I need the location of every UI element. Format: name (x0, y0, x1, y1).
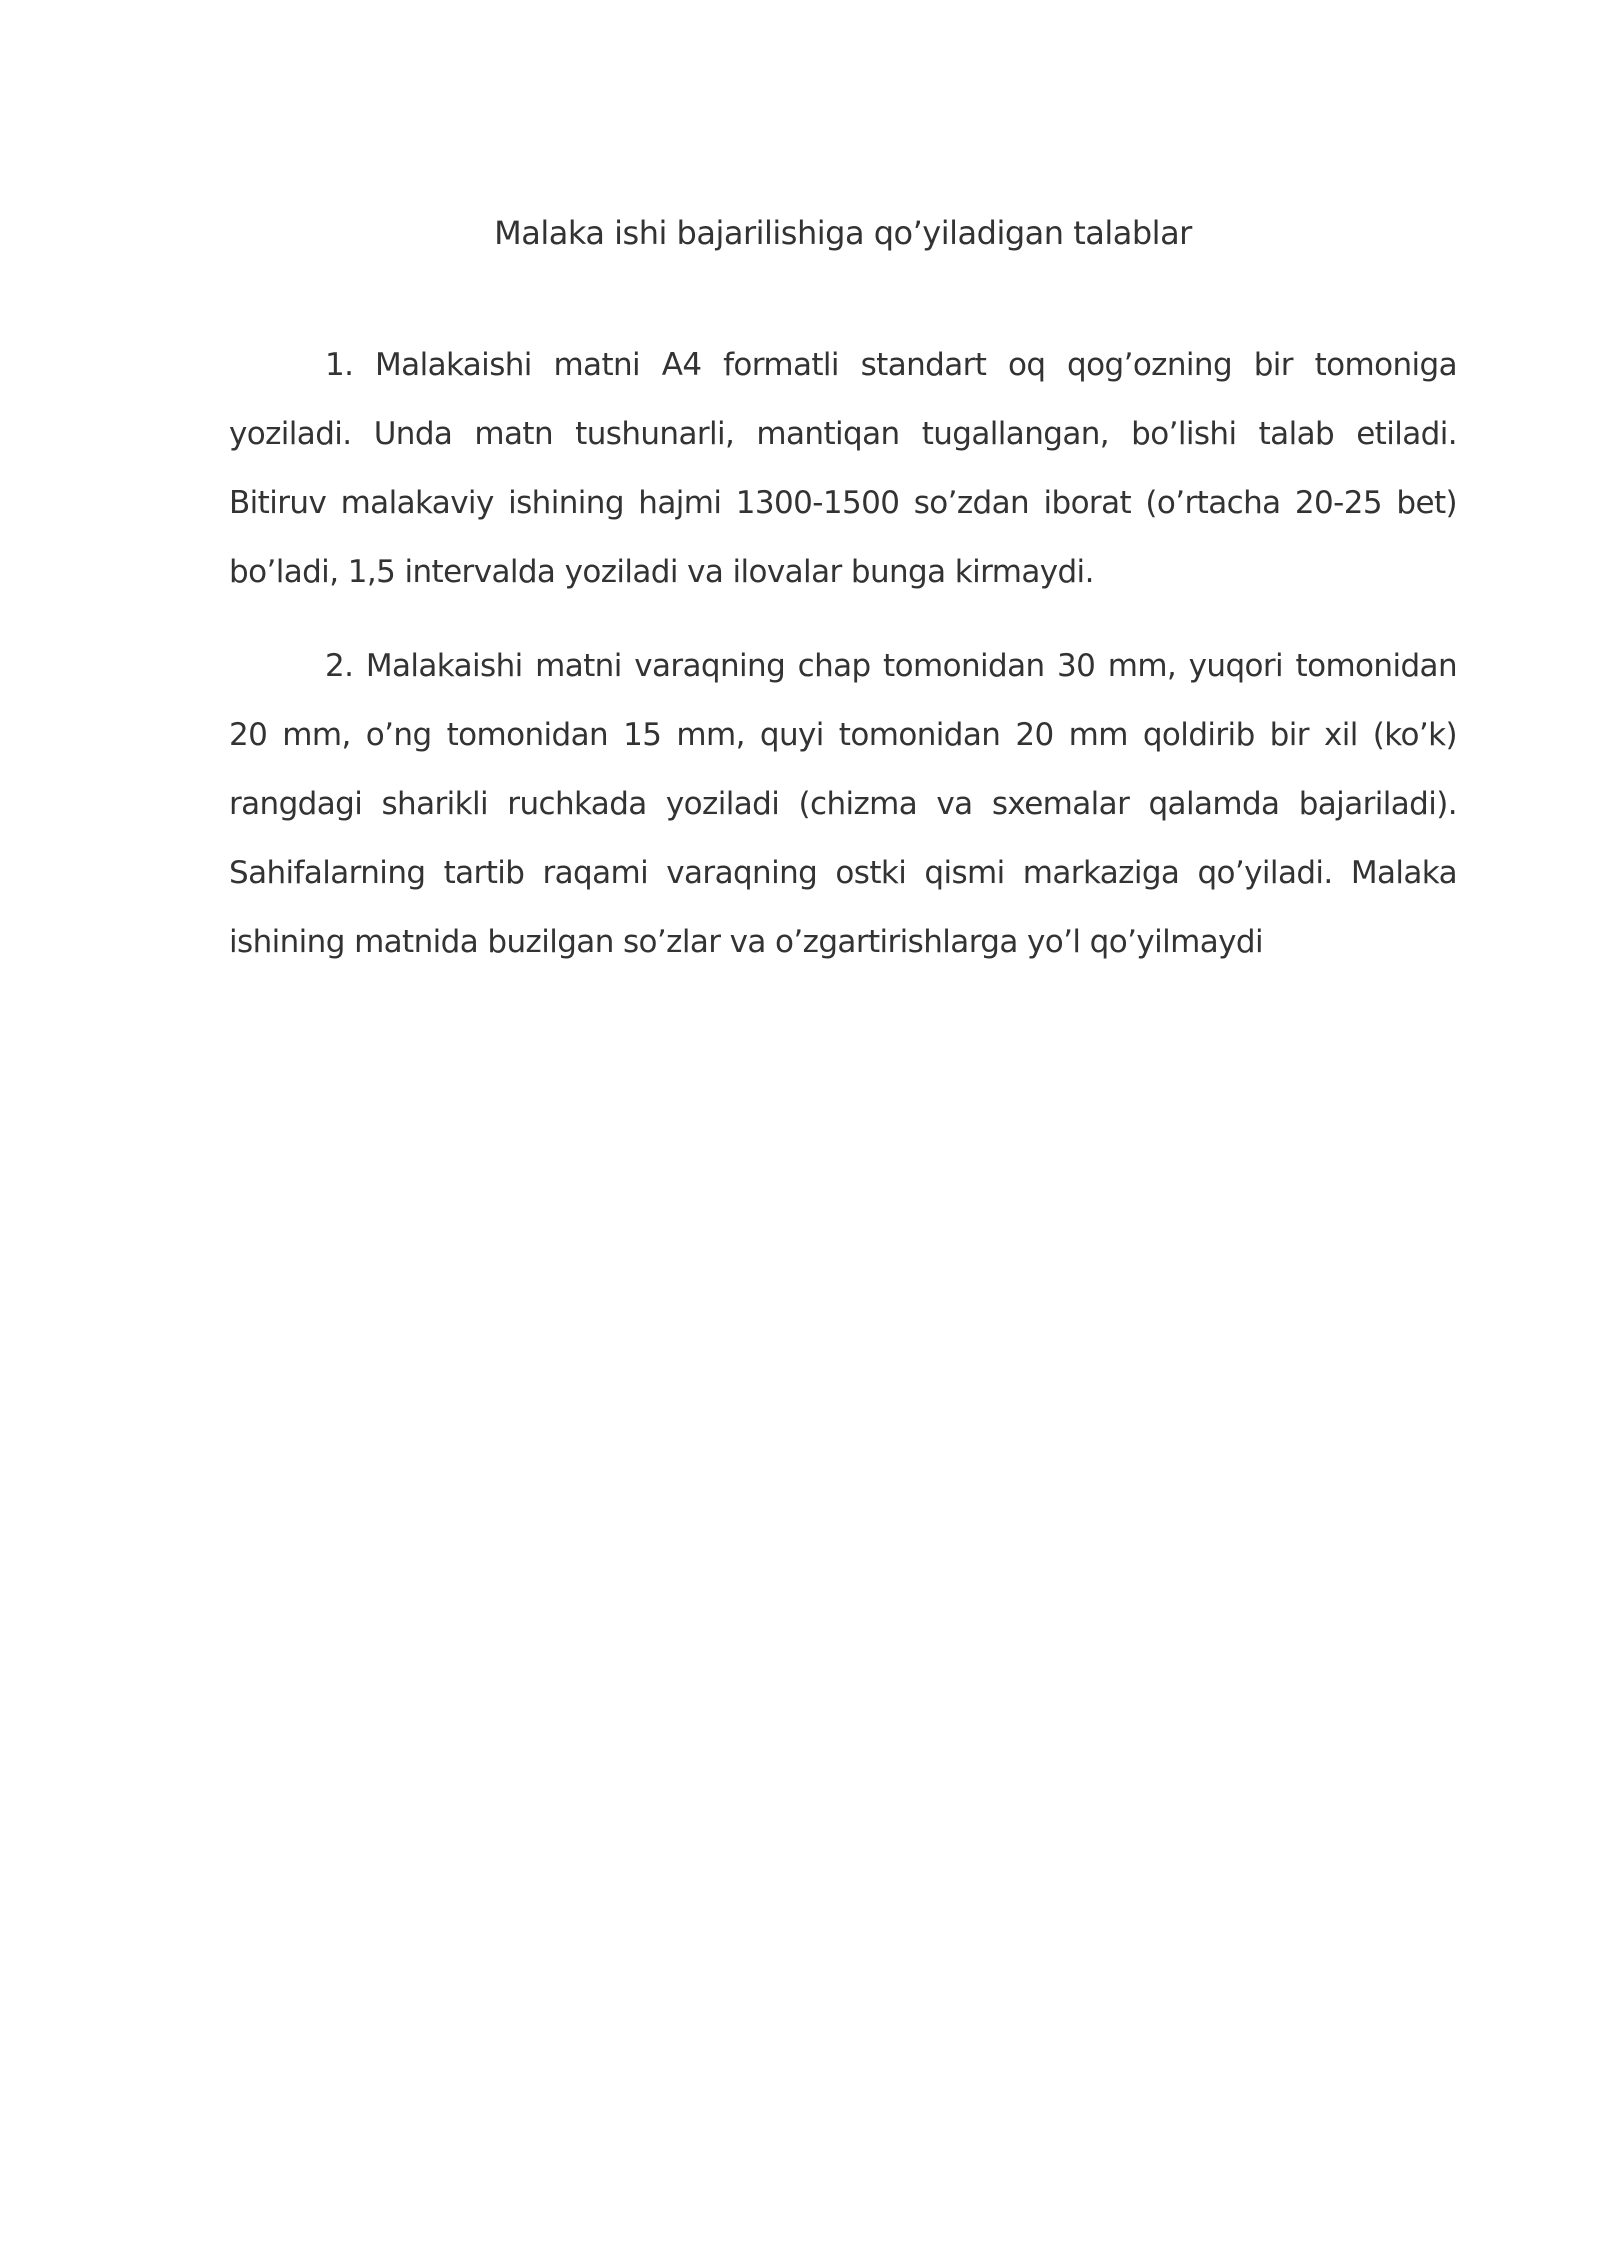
document-title: Malaka ishi bajarilishiga qo’yiladigan talablar (494, 214, 1192, 252)
paragraph-1: 1. Malakaishi matni A4 formatli standart oq qog’ozning bir tomoniga yoziladi. Unda matn tushunarli, mantiqan tugallangan, bo’lishi talab etiladi. Bitiruv malakaviy ishining hajmi 1300-1500 so’zdan iborat (o’rtacha 20-25 bet) bo’ladi, 1,5 intervalda yoziladi va ilovalar bunga kirmaydi. (229, 347, 1457, 590)
paragraph-2: 2. Malakaishi matni varaqning chap tomonidan 30 mm, yuqori tomonidan 20 mm, o’ng tomonidan 15 mm, quyi tomonidan 20 mm qoldirib bir xil (ko’k) rangdagi sharikli ruchkada yoziladi (chizma va sxemalar qalamda bajariladi). Sahifalarning tartib raqami varaqning ostki qismi markaziga qo’yiladi. Malaka ishining matnida buzilgan so’zlar va o’zgartirishlarga yo’l qo’yilmaydi (229, 648, 1457, 960)
document-body (229, 205, 1457, 1002)
